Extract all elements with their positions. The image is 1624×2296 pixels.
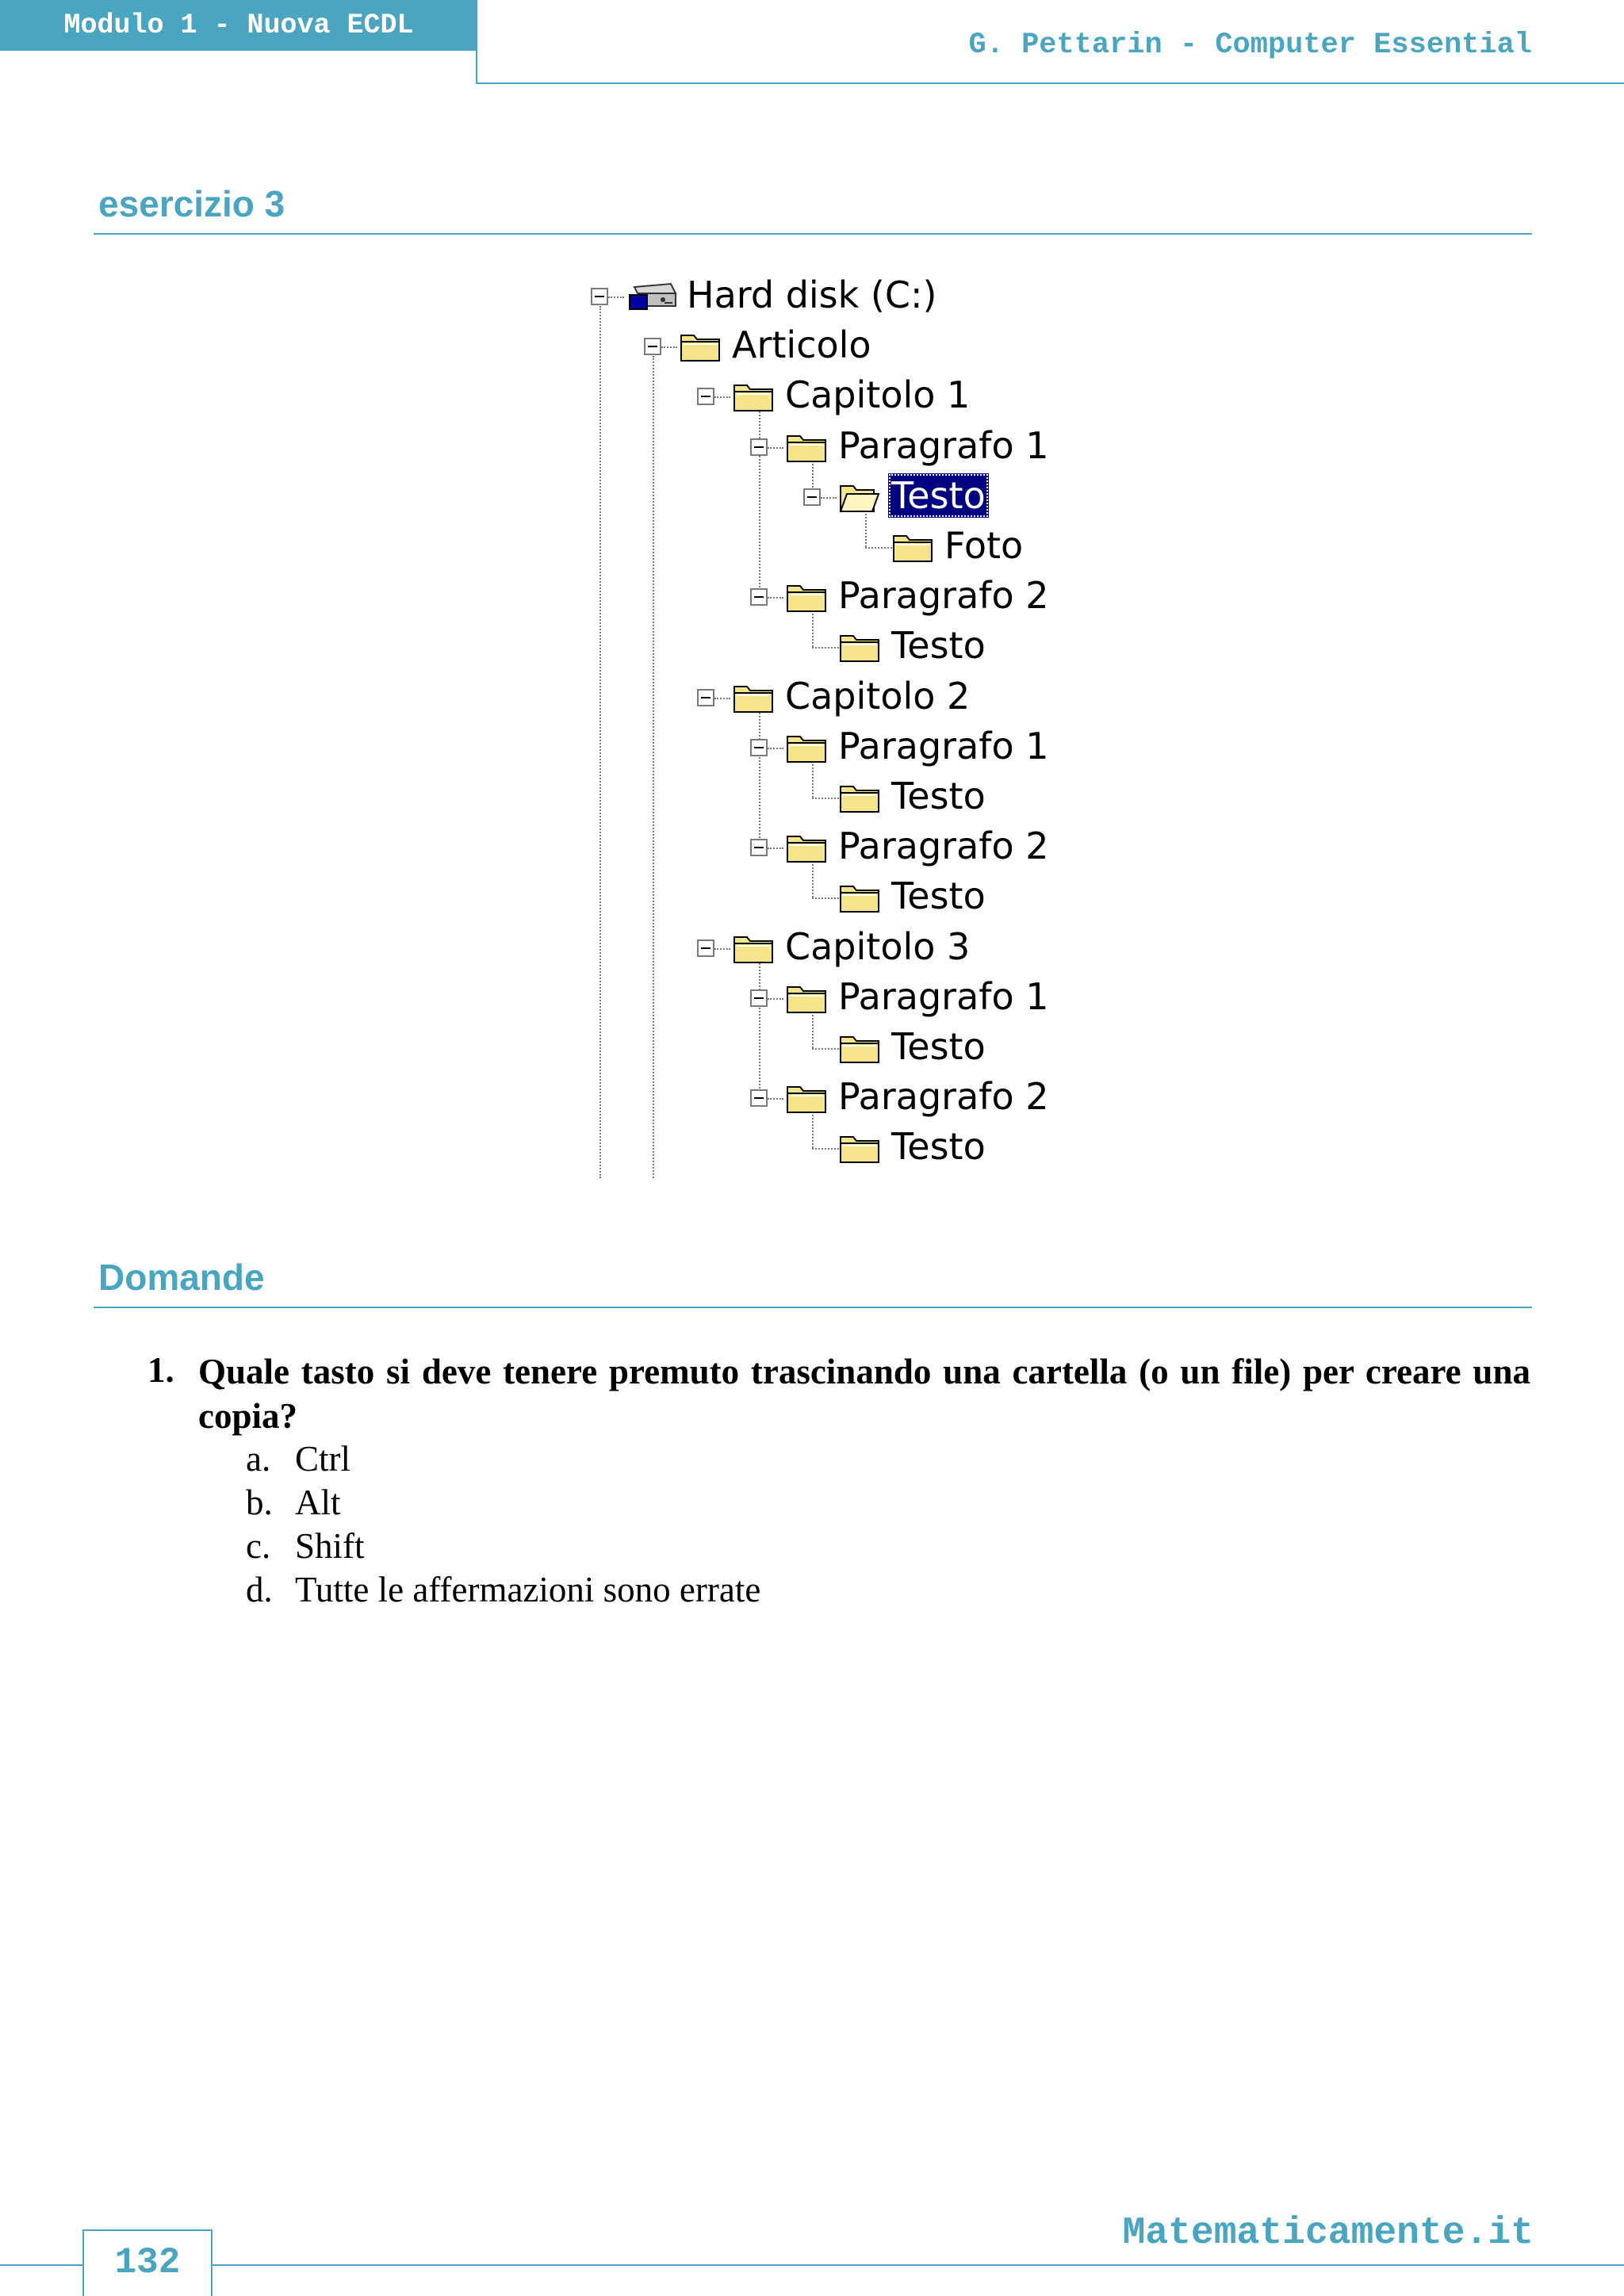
folder-icon	[892, 531, 933, 563]
folder-icon	[839, 631, 880, 663]
tree-branch-line	[812, 897, 839, 899]
tree-node-label[interactable]: Testo	[891, 1125, 986, 1169]
option-text: Tutte le affermazioni sono errate	[295, 1570, 761, 1609]
folder-icon	[839, 882, 880, 913]
tree-node-label[interactable]: Capitolo 1	[785, 373, 971, 417]
tree-node-label[interactable]: Paragrafo 2	[838, 1075, 1049, 1119]
tree-node-label[interactable]: Testo	[891, 624, 986, 668]
collapse-toggle-icon[interactable]	[697, 689, 714, 706]
tree-branch-line	[812, 647, 839, 649]
tree-branch-line	[714, 698, 730, 699]
folder-icon	[786, 581, 827, 613]
book-title: G. Pettarin - Computer Essential	[968, 29, 1532, 62]
tree-node-label[interactable]: Testo	[891, 775, 986, 817]
tree-guide-line	[759, 958, 760, 1099]
tree-node-label[interactable]: Foto	[944, 524, 1024, 567]
collapse-toggle-icon[interactable]	[750, 989, 768, 1007]
tree-guide-line	[759, 406, 760, 597]
footer-site: Matematicamente.it	[1122, 2212, 1534, 2255]
questions-heading-rule	[94, 1307, 1532, 1308]
tree-node-label[interactable]: Paragrafo 1	[838, 423, 1049, 467]
question-number: 1.	[147, 1350, 174, 1390]
folder-icon	[733, 932, 774, 964]
exercise-heading: esercizio 3	[98, 183, 285, 224]
collapse-toggle-icon[interactable]	[750, 739, 768, 756]
option-letter: d.	[246, 1570, 273, 1609]
tree-node-label[interactable]: Paragrafo 2	[838, 825, 1049, 868]
tree-branch-line	[714, 396, 730, 398]
tree-node-label[interactable]: Testo	[891, 874, 986, 918]
tree-guide-line	[653, 356, 654, 1178]
questions-heading: Domande	[98, 1257, 265, 1298]
tree-branch-line	[865, 547, 892, 549]
tree-branch-line	[608, 297, 624, 298]
tree-node-label[interactable]: Capitolo 3	[785, 924, 971, 968]
tree-branch-line	[661, 346, 677, 348]
collapse-toggle-icon[interactable]	[750, 588, 768, 606]
page-number: 132	[82, 2229, 213, 2296]
tree-node-label[interactable]: Hard disk (C:)	[687, 274, 937, 316]
folder-icon	[733, 682, 774, 714]
footer-rule	[0, 2264, 1624, 2266]
folder-icon	[786, 982, 827, 1014]
collapse-toggle-icon[interactable]	[750, 438, 768, 456]
question-text: Quale tasto si deve tenere premuto trascinando una cartella (o un file) per creare una copia?	[198, 1352, 1530, 1436]
folder-icon	[680, 331, 721, 362]
tree-branch-line	[812, 1048, 839, 1050]
option-text: Shift	[295, 1526, 365, 1566]
folder-icon	[839, 1132, 880, 1164]
folder-icon	[733, 381, 774, 412]
tree-branch-line	[768, 848, 783, 849]
tree-branch-line	[821, 497, 837, 499]
option-letter: b.	[246, 1483, 273, 1522]
folder-icon	[839, 782, 880, 813]
folder-icon	[839, 1032, 880, 1064]
tree-branch-line	[812, 798, 839, 799]
tree-branch-line	[768, 748, 783, 749]
option-letter: c.	[246, 1526, 271, 1566]
tree-branch-line	[714, 948, 730, 950]
option-text: Alt	[295, 1483, 341, 1522]
tree-guide-line	[599, 306, 601, 1178]
collapse-toggle-icon[interactable]	[750, 839, 768, 856]
folder-icon	[786, 832, 827, 863]
folder-icon	[786, 431, 827, 463]
tree-node-label[interactable]: Paragrafo 2	[838, 574, 1049, 618]
folder-icon	[786, 732, 827, 763]
option-text: Ctrl	[295, 1439, 351, 1479]
tree-branch-line	[768, 998, 783, 1000]
collapse-toggle-icon[interactable]	[644, 338, 661, 355]
tree-node-label[interactable]: Paragrafo 1	[838, 724, 1049, 767]
collapse-toggle-icon[interactable]	[803, 488, 821, 506]
tree-node-label[interactable]: Articolo	[732, 323, 871, 367]
tree-branch-line	[768, 1098, 783, 1100]
tree-node-label[interactable]: Capitolo 2	[785, 674, 971, 718]
tree-node-label[interactable]: Testo	[891, 1025, 986, 1068]
tree-node-label[interactable]: Paragrafo 1	[838, 974, 1049, 1018]
open-folder-icon	[839, 481, 880, 513]
collapse-toggle-icon[interactable]	[750, 1089, 768, 1107]
collapse-toggle-icon[interactable]	[697, 388, 714, 405]
tree-branch-line	[768, 447, 783, 449]
hard-drive-icon	[628, 279, 677, 312]
tree-node-label[interactable]: Testo	[888, 473, 989, 518]
tree-guide-line	[759, 707, 760, 848]
option-letter: a.	[246, 1439, 271, 1479]
tree-branch-line	[768, 597, 783, 599]
collapse-toggle-icon[interactable]	[591, 288, 608, 305]
folder-icon	[786, 1082, 827, 1114]
tree-branch-line	[812, 1148, 839, 1150]
module-tab: Modulo 1 - Nuova ECDL	[0, 0, 477, 51]
collapse-toggle-icon[interactable]	[697, 939, 714, 957]
